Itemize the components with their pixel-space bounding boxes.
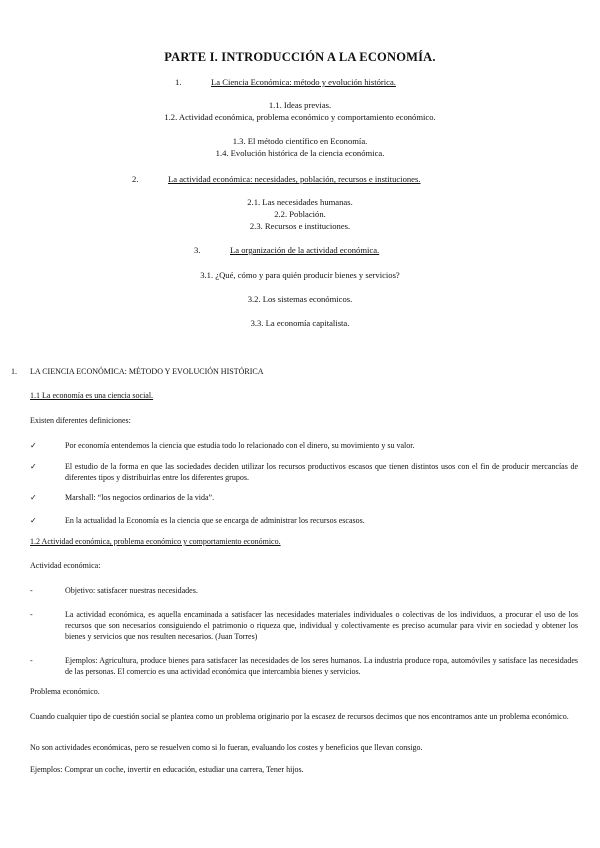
check-icon: ✓ [30, 441, 37, 450]
paragraph: Cuando cualquier tipo de cuestión social se plantea como un problema originario por la escasez de recursos decimos que nos encontramos ante un problema económico. [30, 712, 569, 721]
section-1-number: 1. [11, 367, 17, 376]
toc-item: 3.2. Los sistemas económicos. [247, 294, 353, 304]
toc-item: 2.3. Recursos e instituciones. [249, 221, 351, 231]
toc-item: 3.3. La economía capitalista. [250, 318, 350, 328]
toc-item: 1.2. Actividad económica, problema económico y comportamiento económico. [164, 112, 436, 122]
check-icon: ✓ [30, 516, 37, 525]
dash-marker: - [30, 610, 33, 619]
dash-marker: - [30, 586, 33, 595]
toc-section-3-number: 3. [194, 245, 201, 255]
list-item-text: La actividad económica, es aquella encaminada a satisfacer las necesidades materiales individuales o colectivas de los individuos, a procurar el uso de los recursos que son necesarios consiguiendo el patrimonio o riqueza que, individual y colectivamente es preciso acumular para vivir en sociedad y obtener los bienes y servicios que nos resulten necesarios. (Juan Torres) [65, 610, 578, 641]
toc-section-2-number: 2. [132, 174, 139, 184]
toc-section-3-title: La organización de la actividad económica. [230, 245, 380, 255]
list-item-text: Ejemplos: Agricultura, produce bienes para satisfacer las necesidades de los seres humanos. La industria produce ropa, automóviles y satisface las necesidades de las personas. El comercio es una actividad económica que intercambia bienes y servicios. [65, 656, 578, 676]
section-1-heading: LA CIENCIA ECONÓMICA: MÉTODO Y EVOLUCIÓN HISTÓRICA [30, 367, 264, 376]
list-item-text: En la actualidad la Economía es la ciencia que se encarga de administrar los recursos escasos. [65, 516, 365, 525]
toc-section-1-number: 1. [175, 77, 182, 87]
check-icon: ✓ [30, 493, 37, 502]
list-item-text: El estudio de la forma en que las sociedades deciden utilizar los recursos productivos escasos que tienen distintos usos con el fin de producir mercancías de diferentes tipos y distribuirlas entre los diferentes grupos. [65, 462, 578, 482]
paragraph: No son actividades económicas, pero se resuelven como si lo fueran, evaluando los costes y beneficios que llevan consigo. [30, 743, 423, 752]
toc-item: 1.4. Evolución histórica de la ciencia económica. [215, 148, 385, 158]
toc-item: 3.1. ¿Qué, cómo y para quién producir bienes y servicios? [200, 270, 400, 280]
subsection-1-2-heading: 1.2 Actividad económica, problema económico y comportamiento económico. [30, 537, 281, 546]
check-icon: ✓ [30, 462, 37, 471]
list-item-text: Marshall: “los negocios ordinarios de la vida”. [65, 493, 215, 502]
subsection-1-1-heading: 1.1 La economía es una ciencia social. [30, 391, 154, 400]
toc-section-2-title: La actividad económica: necesidades, población, recursos e instituciones. [168, 174, 421, 184]
toc-item: 2.1. Las necesidades humanas. [247, 197, 353, 207]
toc-item: 1.1. Ideas previas. [268, 100, 332, 110]
page-title: PARTE I. INTRODUCCIÓN A LA ECONOMÍA. [164, 50, 436, 64]
toc-item: 1.3. El método científico en Economía. [232, 136, 368, 146]
paragraph: Ejemplos: Comprar un coche, invertir en educación, estudiar una carrera, Tener hijos. [30, 765, 304, 774]
list-item-text: Objetivo: satisfacer nuestras necesidades. [65, 586, 198, 595]
economic-problem-label: Problema económico. [30, 687, 100, 696]
definitions-intro: Existen diferentes definiciones: [30, 416, 131, 425]
dash-marker: - [30, 656, 33, 665]
toc-section-1-title: La Ciencia Económica: método y evolución histórica. [211, 77, 396, 87]
list-item-text: Por economía entendemos la ciencia que estudia todo lo relacionado con el dinero, su movimiento y su valor. [65, 441, 415, 450]
toc-item: 2.2. Población. [274, 209, 326, 219]
economic-activity-label: Actividad económica: [30, 561, 101, 570]
